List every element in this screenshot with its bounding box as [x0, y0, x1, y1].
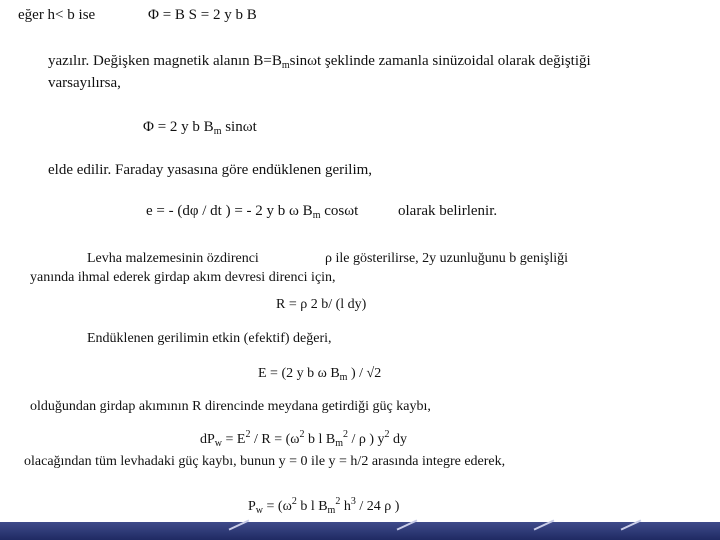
paragraph-line: varsayılırsa, — [48, 75, 121, 91]
paragraph-line: elde edilir. Faraday yasasına göre endüklenen gerilim, — [48, 162, 373, 178]
paragraph-line: yazılır. Değişken magnetik alanın $B=B_m\sin\omega t$ şeklinde zamanla sinüzoidal olarak değiştiği — [48, 53, 591, 71]
footer-decoration — [534, 519, 555, 530]
total-power-loss-equation: $P_w = (\omega^2$ b l $B_m^2$ $h^3 / 24$ ρ ) — [248, 496, 400, 516]
paragraph-line: olacağından tüm levhadaki güç kaybı, bunun y = 0 ile y = h/2 arasında integre ederek, — [24, 454, 506, 469]
emf-equation: e = - (dφ / dt ) = - 2 y b ω $B_m$ cosωt — [146, 203, 359, 221]
slide-footer-band — [0, 522, 720, 540]
power-loss-differential-equation: $dP_w = E^2 / R = (\omega^2$ b l $B_m^2$ / ρ ) $y^2$ dy — [200, 429, 408, 449]
flux-time-equation: Φ = 2 y b $B_m$ sinωt — [143, 119, 257, 137]
effective-voltage-equation: E = (2 y b ω $B_m$ ) / √2 — [258, 366, 382, 383]
footer-decoration — [397, 519, 418, 530]
footer-decoration — [621, 519, 642, 530]
flux-equation: Φ = B S = 2 y b B — [148, 7, 257, 23]
paragraph-line: olarak belirlenir. — [398, 203, 498, 219]
footer-decoration — [229, 519, 250, 530]
condition-text: eğer h< b ise — [18, 7, 96, 23]
paragraph-line: ρ ile gösterilirse, 2y uzunluğunu b genişliği — [325, 251, 569, 266]
paragraph-line: Endüklenen gerilimin etkin (efektif) değeri, — [87, 331, 332, 346]
resistance-equation: R = ρ 2 b/ (l dy) — [276, 297, 367, 312]
paragraph-line: olduğundan girdap akımının R direncinde meydana getirdiği güç kaybı, — [30, 399, 431, 414]
paragraph-line: yanında ihmal ederek girdap akım devresi direnci için, — [30, 270, 336, 285]
paragraph-line: Levha malzemesinin özdirenci — [87, 251, 259, 266]
